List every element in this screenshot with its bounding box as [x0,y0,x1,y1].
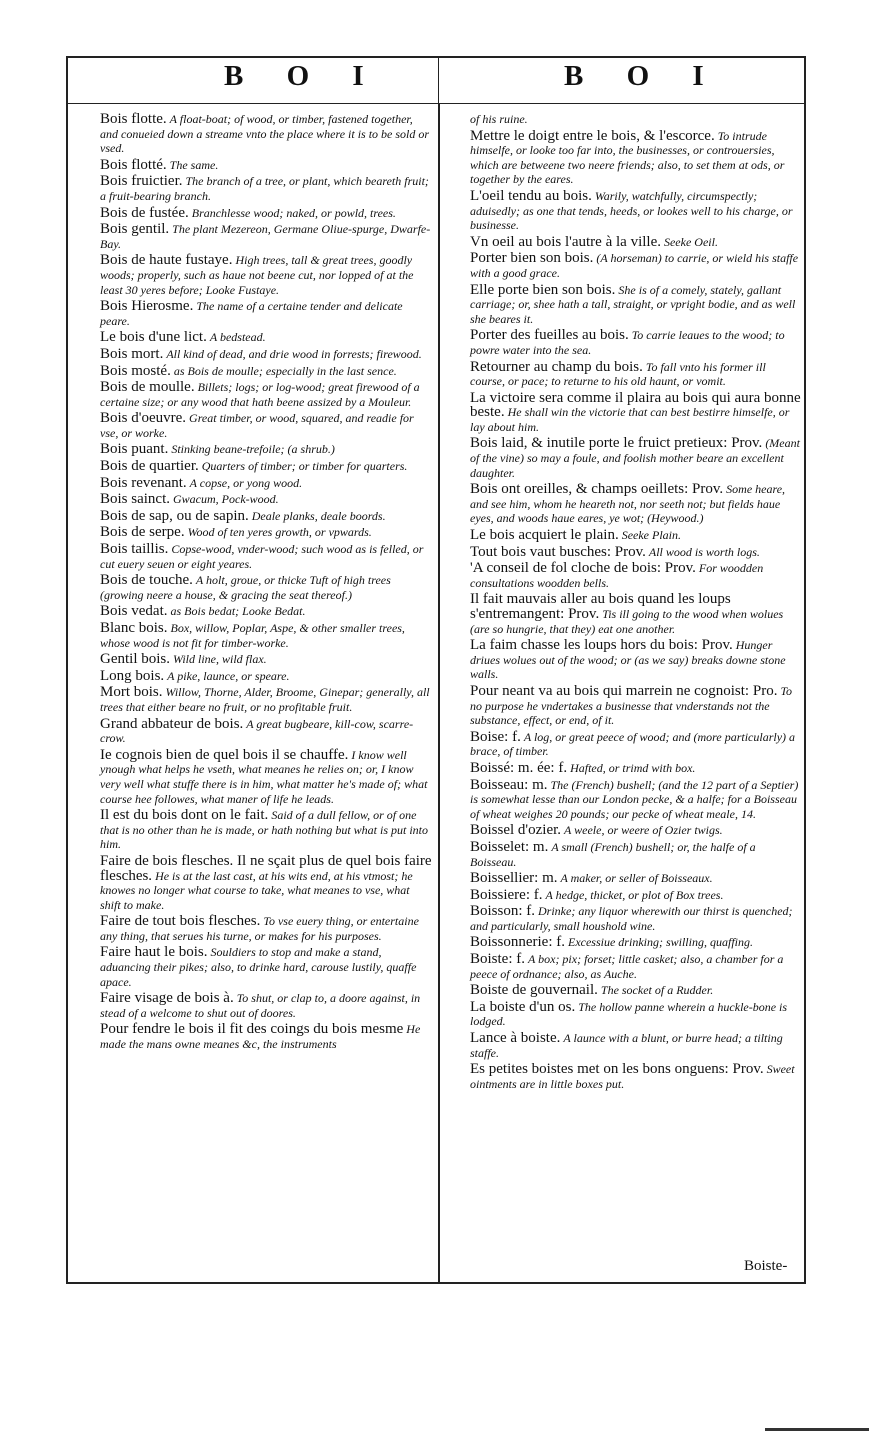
dictionary-entry [470,761,802,776]
entry-headword: Faire de tout bois flesches. [100,913,261,930]
entry-definition: A log, or great peece of wood; and (more particularly) a brace, of timber. [470,729,796,759]
entry-headword: Bois de quartier. [100,458,199,475]
entry-headword: Es petites boistes met on les bons onguens: Prov. [470,1061,764,1078]
dictionary-entry [100,459,432,474]
entry-definition: Stinking beane-trefoile; (a shrub.) [171,442,335,457]
entry-headword: Mort bois. [100,684,163,701]
dictionary-entry [100,945,432,989]
frame-right-rule [804,56,806,1284]
dictionary-entry [100,174,432,203]
dictionary-entry [100,685,432,714]
entry-headword: Retourner au champ du bois. [470,358,643,375]
dictionary-entry [470,436,802,480]
entry-headword: Boissellier: m. [470,870,558,887]
dictionary-entry [470,888,802,903]
entry-definition: Deale planks, deale boords. [251,508,386,523]
dictionary-entry [100,621,432,650]
entry-definition: Excessiue drinking; swilling, quaffing. [568,935,753,950]
dictionary-entry [470,730,802,759]
dictionary-entry [100,717,432,746]
entry-definition: Seeke Oeil. [663,234,718,249]
dictionary-entry [470,983,802,998]
dictionary-entry [100,347,432,362]
dictionary-entry [100,808,432,852]
entry-headword: Le bois d'une lict. [100,329,207,346]
dictionary-entry [470,935,802,950]
dictionary-entry [470,823,802,838]
entry-definition: I know well ynough what helps he vseth, what meanes he relies on; or, I know very well what stuffe there is in him, what matter he's made of; what course hee followes, what maner of life he leads. [100,747,428,806]
entry-headword: Boissé: m. ée: f. [470,759,568,776]
left-column [100,112,432,1054]
entry-headword: Bois de haute fustaye. [100,252,233,269]
entry-headword: La boiste d'un os. [470,998,576,1015]
entry-definition: A small (French) bushell; or, the halfe of a Boisseau. [470,839,756,869]
entry-definition: Branchlesse wood; naked, or powld, trees. [191,205,396,220]
dictionary-entry [100,914,432,943]
dictionary-entry [100,991,432,1020]
dictionary-entry [100,330,432,345]
dictionary-entry [470,112,802,127]
entry-definition: The plant Mezereon, Germane Oliue-spurge, Dwarfe-Bay. [100,222,431,251]
entry-definition: Great timber, or wood, squared, and readie for vse, or worke. [100,411,414,440]
dictionary-entry [470,778,802,822]
dictionary-entry [100,669,432,684]
entry-headword: Boisseau: m. [470,776,548,793]
dictionary-entry [100,222,432,251]
entry-definition: A great bugbeare, kill-cow, scarre-crow. [100,716,414,746]
entry-headword: Bois de fustée. [100,204,189,221]
entry-headword: Il fait mauvais aller au bois quand les loups s'entremangent: Prov. [470,591,731,622]
entry-headword: Boissiere: f. [470,886,543,903]
entry-headword: Pour fendre le bois il fit des coings du bois mesme [100,1021,404,1038]
entry-definition: (A horseman) to carrie, or wield his staffe with a good grace. [470,251,799,280]
entry-headword: Bois mosté. [100,362,171,379]
entry-headword: Mettre le doigt entre le bois, & l'escorce. [470,127,715,144]
dictionary-entry [470,871,802,886]
entry-definition: The hollow panne wherein a huckle-bone is lodged. [470,999,788,1029]
header-divider [438,58,439,103]
dictionary-entry [100,492,432,507]
entry-definition: To vse euery thing, or entertaine any thing, that serues his turne, or makes for his purposes. [100,914,419,943]
entry-definition: A pike, launce, or speare. [167,668,290,683]
running-head-right: B O I [564,60,722,92]
entry-headword: Boise: f. [470,728,521,745]
entry-headword: Porter bien son bois. [470,250,594,267]
dictionary-entry [470,189,802,233]
dictionary-entry [470,1031,802,1060]
entry-definition: He is at the last cast, at his wits end, at his vtmost; he knowes no longer what course to take, what meanes to vse, what shift to make. [100,868,413,912]
entry-headword: Vn oeil au bois l'autre à la ville. [470,233,661,250]
entry-headword: Bois flotte. [100,111,167,127]
entry-definition: A bedstead. [209,330,266,345]
entry-definition: Hafted, or trimd with box. [570,760,696,775]
entry-definition: A hedge, thicket, or plot of Box trees. [545,887,724,902]
dictionary-entry [100,299,432,328]
entry-definition: Sweet ointments are in little boxes put. [470,1062,795,1091]
entry-headword: Blanc bois. [100,620,168,636]
entry-headword: Bois d'oeuvre. [100,410,187,427]
entry-definition: Seeke Plain. [621,528,682,543]
entry-headword: Boisselet: m. [470,838,549,855]
entry-definition: Gwacum, Pock-wood. [173,492,279,507]
entry-headword: Gentil bois. [100,651,170,668]
entry-headword: Pour neant va au bois qui marrein ne cognoist: Pro. [470,682,778,699]
entry-headword: Bois ont oreilles, & champs oeillets: Prov. [470,481,724,498]
entry-headword: Bois gentil. [100,221,170,238]
header-rule [66,103,806,104]
dictionary-entry [100,364,432,379]
entry-definition: A weele, or weere of Ozier twigs. [564,823,723,838]
entry-definition: For woodden consultations woodden bells. [470,561,764,590]
entry-headword: Il est du bois dont on le fait. [100,807,269,824]
entry-headword: Bois de serpe. [100,524,185,541]
entry-headword: Boissonnerie: f. [470,934,565,951]
entry-headword: Bois de moulle. [100,379,195,396]
entry-headword: 'A conseil de fol cloche de bois: Prov. [470,560,696,577]
dictionary-entry [470,684,802,728]
entry-definition: (Meant of the vine) so may a foule, and foolish mother beare an excellent daughter. [470,436,800,480]
dictionary-entry [470,840,802,869]
entry-headword: Bois fruictier. [100,173,183,190]
dictionary-entry [470,1062,802,1091]
dictionary-entry [470,391,802,435]
entry-headword: Bois vedat. [100,603,168,620]
dictionary-entry [100,411,432,440]
dictionary-entry [470,235,802,250]
dictionary-entry [470,129,802,187]
entry-headword: Bois laid, & inutile porte le fruict pretieux: Prov. [470,435,763,452]
entry-definition: The branch of a tree, or plant, which beareth fruit; a fruit-bearing branch. [100,174,429,203]
dictionary-entry [470,1000,802,1029]
entry-definition: The socket of a Rudder. [600,983,714,998]
entry-definition: She is of a comely, stately, gallant carriage; or, shee hath a tall, straight, or vpright bodie, and as well she beares it. [470,282,796,326]
entry-headword: Bois flotté. [100,156,167,173]
entry-definition: All wood is worth logs. [648,544,760,559]
entry-headword: Bois mort. [100,345,164,362]
entry-definition: All kind of dead, and drie wood in forrests; firewood. [166,346,422,361]
dictionary-entry [470,904,802,933]
entry-definition: Souldiers to stop and make a stand, aduancing their pikes; also, to drinke hard, carouse lustily, quaffe apace. [100,945,417,989]
dictionary-entry [470,592,802,636]
entry-definition: as Bois bedat; Looke Bedat. [170,604,306,619]
entry-headword: Bois sainct. [100,491,170,508]
entry-definition: A holt, groue, or thicke Tuft of high trees (growing neere a house, & gracing the seat thereof.) [100,573,391,602]
dictionary-entry [100,380,432,409]
entry-headword: Bois puant. [100,441,169,458]
frame-bottom-rule [66,1282,806,1284]
entry-headword: Boiste: f. [470,951,525,968]
dictionary-entry [470,952,802,981]
entry-definition: A maker, or seller of Boisseaux. [560,871,713,886]
dictionary-entry [100,158,432,173]
entry-definition: A float-boat; of wood, or timber, fastened together, and conueied down a streame vnto the place where it is to be sold or vsed. [100,112,430,156]
frame-top-rule [66,56,806,58]
entry-definition: Billets; logs; or log-wood; great firewood of a certaine size; or any wood that hath beene assized by a Mouleur. [100,380,420,409]
dictionary-entry [100,206,432,221]
entry-headword: L'oeil tendu au bois. [470,187,592,204]
entry-headword: Le bois acquiert le plain. [470,527,619,544]
entry-definition: Drinke; any liquor wherewith our thirst is quenched; and particularly, small houshold wine. [470,904,793,933]
scan-edge-rule [765,1428,869,1431]
dictionary-entry [470,251,802,280]
entry-headword: Lance à boiste. [470,1030,561,1047]
entry-headword: Tout bois vaut busches: Prov. [470,543,646,560]
entry-headword: Boiste de gouvernail. [470,982,598,999]
dictionary-entry [470,360,802,389]
entry-definition: Warily, watchfully, circumspectly; aduisedly; as one that tends, heeds, or lookes well to his charge, or businesse. [470,188,793,233]
dictionary-entry [100,573,432,602]
entry-definition: To shut, or clap to, a doore against, in stead of a welcome to shut out of doores. [100,991,421,1020]
entry-definition: as Bois de moulle; especially in the last sence. [173,363,397,378]
entry-definition: The name of a certaine tender and delicate peare. [100,299,403,328]
dictionary-entry [100,652,432,667]
dictionary-entry [470,283,802,327]
entry-headword: Faire haut le bois. [100,944,208,961]
entry-headword: Bois Hierosme. [100,298,194,315]
entry-definition: Copse-wood, vnder-wood; such wood as is felled, or cut euery seuen or eight yeares. [100,542,424,571]
entry-definition: To fall vnto his former ill course, or pace; to returne to his old haunt, or vomit. [470,359,766,389]
entry-headword: Elle porte bien son bois. [470,281,616,298]
right-column [470,112,802,1093]
entry-definition: Willow, Thorne, Alder, Broome, Ginepar; generally, all trees that either beare no fruit, or no profitable fruit. [100,685,430,714]
entry-headword: La victoire sera comme il plaira au bois qui aura bonne beste. [470,389,801,421]
dictionary-entry [100,1022,432,1051]
entry-definition: of his ruine. [470,112,528,126]
entry-definition: Hunger driues wolues out of the wood; or (as we say) breaks downe stone walls. [470,638,786,682]
dictionary-entry [470,545,802,560]
entry-headword: Boisson: f. [470,903,536,920]
dictionary-entry [100,112,432,156]
frame-left-rule [66,56,68,1284]
entry-definition: Tis ill going to the wood when wolues (are so hungrie, that they) eat one another. [470,607,784,636]
dictionary-entry [100,476,432,491]
dictionary-entry [470,482,802,526]
entry-definition: A launce with a blunt, or burre head; a tilting staffe. [470,1031,783,1060]
entry-definition: To intrude himselfe, or looke too far into, the businesses, or controuersies, which are betweene two neere friends; also, to set them at ods, or together by the eares. [470,128,785,187]
entry-headword: Bois revenant. [100,474,187,491]
entry-headword: Faire visage de bois à. [100,990,234,1007]
entry-definition: A copse, or yong wood. [189,475,303,490]
entry-definition: To no purpose he vndertakes a businesse that vnderstands not the substance, effect, or end, of it. [470,683,793,728]
entry-definition: He shall win the victorie that can best bestirre himselfe, or lay about him. [470,405,790,434]
entry-definition: Wild line, wild flax. [173,652,267,667]
entry-headword: Grand abbateur de bois. [100,715,244,732]
dictionary-entry [100,509,432,524]
dictionary-entry [100,748,432,806]
dictionary-entry [470,328,802,357]
entry-headword: Long bois. [100,667,165,684]
entry-definition: The (French) bushell; (and the 12 part of a Septier) is somewhat lesse than our London pecke, & a halfe; for a Boisseau of wheat weighes 20 pounds; our pecke of wheat meale, 14. [470,777,799,821]
entry-definition: The same. [169,157,219,172]
entry-headword: La faim chasse les loups hors du bois: Prov. [470,637,733,654]
dictionary-entry [100,542,432,571]
entry-headword: Bois taillis. [100,541,169,558]
dictionary-entry [100,604,432,619]
dictionary-entry [470,638,802,682]
dictionary-entry [100,442,432,457]
dictionary-entry [100,253,432,297]
entry-definition: Said of a dull fellow, or of one that is no other than he is made, or hath nothing but what is put into him. [100,808,429,852]
entry-definition: He made the mans owne meanes &c, the instruments [100,1022,421,1052]
entry-definition: Box, willow, Poplar, Aspe, & other smaller trees, whose wood is not fit for timber-worke. [100,621,405,650]
entry-headword: Faire de bois flesches. Il ne sçait plus de quel bois faire flesches. [100,852,432,884]
dictionary-entry [100,854,432,912]
entry-definition: Some heare, and see him, whom he heareth not, nor seeth not; but fields haue eyes, and woods haue eares, ye wot; (Heywood.) [470,482,786,526]
column-divider [438,104,440,1284]
entry-definition: Quarters of timber; or timber for quarters. [201,459,408,474]
entry-definition: Wood of ten yeres growth, or vpwards. [187,525,372,540]
dictionary-entry [100,525,432,540]
entry-headword: Boissel d'ozier. [470,822,562,839]
entry-headword: Ie cognois bien de quel bois il se chauffe. [100,746,349,763]
entry-definition: High trees, tall & great trees, goodly woods; properly, such as haue not beene cut, nor lopped of at the least 30 yeres before; Looke Fustaye. [100,253,414,297]
entry-headword: Bois de sap, ou de sapin. [100,507,249,524]
running-head-left: B O I [224,60,382,92]
entry-definition: A box; pix; forset; little casket; also, a chamber for a peece of ordnance; also, as Auche. [470,952,784,981]
entry-headword: Porter des fueilles au bois. [470,327,629,344]
dictionary-entry [470,561,802,590]
dictionary-entry [470,528,802,543]
dictionary-page [62,52,810,1292]
entry-headword: Bois de touche. [100,572,193,589]
catchword: Boiste- [744,1258,788,1274]
entry-definition: To carrie leaues to the wood; to powre water into the sea. [470,328,785,357]
